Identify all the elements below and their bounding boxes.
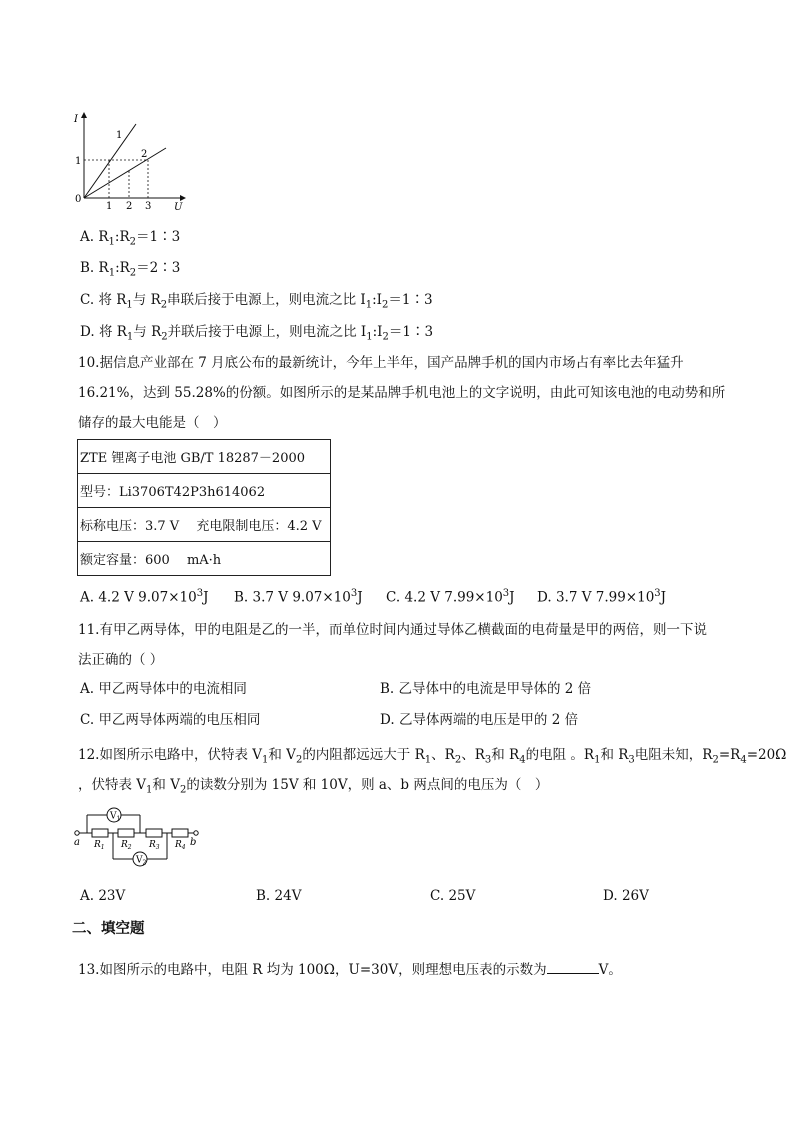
x-tick-label-1: 1 bbox=[106, 201, 113, 212]
iu-graph bbox=[70, 110, 190, 212]
q9-option-c[interactable]: C. 将 $R_1$与 $R_2$串联后接于电源上，则电流之比 $I_1:I_2=1∶3$ bbox=[80, 292, 433, 311]
r2-label: $R_2$ bbox=[121, 840, 132, 851]
table-row: 型号：Li3706T42P3h614062 bbox=[78, 474, 331, 508]
q12-option-a[interactable]: A. 23V bbox=[80, 888, 126, 904]
answer-blank[interactable] bbox=[547, 959, 599, 974]
resistor-r4 bbox=[172, 829, 188, 837]
origin-label: 0 bbox=[75, 194, 82, 205]
v2-label: $V_2$ bbox=[136, 855, 147, 867]
q11-option-d[interactable]: D. 乙导体两端的电压是甲的 2 倍 bbox=[380, 712, 579, 728]
table-row: 标称电压：3.7 V 充电限制电压：4.2 V bbox=[78, 508, 331, 542]
table-row: 额定容量：600 mA·h bbox=[78, 542, 331, 576]
q11-option-b[interactable]: B. 乙导体中的电流是甲导体的 2 倍 bbox=[380, 681, 592, 697]
q10-option-a[interactable]: A. 4.2 V $9.07\times 10^3J$ bbox=[80, 588, 209, 606]
battery-label-table bbox=[77, 439, 331, 576]
terminal-b bbox=[194, 831, 198, 835]
q12-option-c[interactable]: C. 25V bbox=[430, 888, 476, 904]
line-1-label: 1 bbox=[116, 130, 123, 141]
q9-option-d[interactable]: D. 将 $R_1$与 $R_2$并联后接于电源上，则电流之比 $I_1:I_2=1∶3$ bbox=[80, 324, 434, 343]
circuit-diagram bbox=[70, 803, 210, 869]
v1-label: $V_1$ bbox=[110, 811, 121, 823]
q11-option-a[interactable]: A. 甲乙两导体中的电流相同 bbox=[80, 681, 247, 697]
table-row: ZTE 锂离子电池 GB/T 18287－2000 bbox=[78, 440, 331, 474]
y-tick-label: 1 bbox=[75, 156, 82, 167]
r4-label: $R_4$ bbox=[175, 840, 186, 851]
line-1 bbox=[84, 124, 136, 198]
y-axis-arrow bbox=[81, 112, 87, 118]
y-axis-label: I bbox=[74, 114, 78, 125]
resistor-r1 bbox=[92, 829, 108, 837]
q10-option-b[interactable]: B. 3.7 V $9.07\times 10^3J$ bbox=[234, 588, 363, 606]
q9-option-a[interactable]: A. $R_1:R_2=1∶3$ bbox=[80, 229, 181, 248]
q11-option-c[interactable]: C. 甲乙两导体两端的电压相同 bbox=[80, 712, 261, 728]
q10-option-c[interactable]: C. 4.2 V $7.99\times 10^3J$ bbox=[386, 588, 515, 606]
x-axis-arrow bbox=[180, 195, 186, 201]
r1-label: $R_1$ bbox=[94, 840, 105, 851]
q9-option-b[interactable]: B. $R_1:R_2=2∶3$ bbox=[80, 260, 181, 279]
line-2 bbox=[84, 148, 166, 198]
q12-stem-line1: 12.如图所示电路中，伏特表 $V_1$和 $V_2$的内阻都远远大于 $R_1$、$R_2$、$R_3$和 $R_4$的电阻 。$R_1$和 $R_3$电阻未知，$R_2=R_4=20\Omega$ bbox=[78, 747, 787, 766]
terminal-a bbox=[75, 831, 79, 835]
node-a-label: a bbox=[74, 837, 80, 848]
section-title: 二、填空题 bbox=[72, 920, 145, 937]
resistor-r2 bbox=[118, 829, 134, 837]
q13-stem: 13.如图所示的电路中，电阻 R 均为 100Ω，U=30V，则理想电压表的示数为 V。 bbox=[78, 958, 622, 978]
q11-stem-line2: 法正确的（ ） bbox=[78, 652, 164, 668]
q12-option-d[interactable]: D. 26V bbox=[603, 888, 649, 904]
q11-stem-line1: 11.有甲乙两导体，甲的电阻是乙的一半，而单位时间内通过导体乙横截面的电荷量是甲的两倍，则一下说 bbox=[78, 622, 707, 638]
x-tick-label-2: 2 bbox=[126, 201, 133, 212]
x-tick-label-3: 3 bbox=[145, 201, 152, 212]
r3-label: $R_3$ bbox=[149, 840, 160, 851]
node-b-label: b bbox=[190, 837, 197, 848]
line-2-label: 2 bbox=[141, 149, 148, 160]
q10-stem: 10.据信息产业部在 7 月底公布的最新统计，今年上半年，国产品牌手机的国内市场占有率比去年猛升 16.21%，达到 55.28%的份额。如图所示的是某品牌手机电池上的文字说明，由此可知该电池的电动势和所储存的最大电能是（ ） bbox=[78, 355, 726, 431]
q12-option-b[interactable]: B. 24V bbox=[256, 888, 302, 904]
q10-option-d[interactable]: D. 3.7 V $7.99\times 10^3J$ bbox=[537, 588, 667, 606]
resistor-r3 bbox=[146, 829, 162, 837]
q12-stem-line2: ，伏特表 $V_1$和 $V_2$的读数分别为 15V 和 10V，则 a、b 两点间的电压为（ ） bbox=[78, 777, 549, 796]
x-axis-label: U bbox=[174, 202, 183, 212]
